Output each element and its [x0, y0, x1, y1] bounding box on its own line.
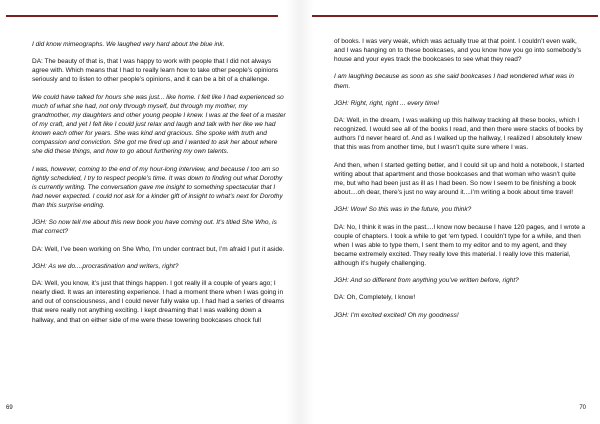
page-number: 69	[6, 405, 13, 411]
paragraph: And then, when I started getting better, and I could sit up and hold a notebook, I started writing about that apartment and those bookcases and that woman who wasn’t quite me, but who had been just as ill as I had been. So now I seem to be finishing a book about....oh dear, there’s just no way around it....I’m writing a book about time travel!	[334, 161, 585, 196]
paragraph: JGH: And so different from anything you’ve written before, right?	[334, 277, 519, 285]
paragraph: I did know mimeographs. We laughed very hard about the blue ink.	[32, 41, 225, 48]
paragraph: We could have talked for hours she was just... like home. I felt like I had experienced so much of what she had, not only through myself, but through my mother, my grandmother, my daughters and other young people I knew. I was at the feet of a master of my craft, and yet I felt like I could just relax and laugh and talk with her like we had known each other for years. She was kind and gracious. She spoke with truth and compassion and conviction. She got me fired up and I wanted to ask her about where she did these things, and how to go about furthering my own talents.	[32, 93, 286, 156]
paragraph: DA: No, I think it was in the past....I know now because I have 120 pages, and I wrote a couple of chapters. I took a while to get ‘em typed. I couldn’t type for a while, and then when I was able to type them, I sent them to my editor and to my agent, and they became extremely excited. They really love this material. I really love this material, although it’s hugely challenging.	[334, 223, 586, 267]
paragraph: DA: The beauty of that is, that I was happy to work with people that I did not always agree with. Which means that I had to really learn how to take other people’s opinions seriously and to listen to other people’s opinions, and it can be a bit of a challenge.	[32, 58, 279, 84]
right-page-text	[334, 37, 586, 328]
paragraph: JGH: As we do....procrastination and writers, right?	[32, 262, 179, 270]
paragraph: JGH: So now tell me about this new book you have coming out. It’s titled She Who, is that correct?	[32, 219, 277, 236]
header-rule	[6, 15, 278, 17]
paragraph: JGH: Right, right, right ... every time!	[334, 99, 440, 107]
paragraph: I am laughing because as soon as she said bookcases I had wondered what was in them.	[334, 73, 574, 90]
paragraph: of books. I was very weak, which was actually true at that point. I couldn’t even walk, and I was hanging on to these bookcases, and you know how you go into somebody’s house and your eyes track the bookcases to see what they read?	[334, 38, 582, 64]
paragraph: DA: Well, I’ve been working on She Who, I’m under contract but, I’m afraid I put it aside.	[32, 245, 285, 253]
page-number: 70	[579, 405, 586, 411]
paragraph: JGH: I’m excited excited! Oh my goodness!	[334, 311, 459, 319]
paragraph: DA: Well, you know, it’s just that things happen. I got really ill a couple of years ago; I nearly died. It was an interesting experience. I had a moment there when I was going in and out of consciousness, and I could never fully wake up. I had had a series of dreams that were really not anything exciting. I kept dreaming that I was walking down a hallway, and that on either side of me were these towering bookcases chock full	[32, 280, 285, 324]
right-page	[300, 0, 600, 424]
header-rule	[312, 15, 598, 17]
left-page-text	[32, 40, 286, 333]
paragraph: DA: Well, in the dream, I was walking up this hallway tracking all these books, which I recognized. I would see all of the books I read, and then there were stacks of books by authors I’d never heard of. And as I walked up the hallway, I realized I absolutely knew that this was from another time, but I wasn’t quite sure where I was.	[334, 117, 583, 152]
paragraph: I was, however, coming to the end of my hour-long interview, and because I too am so tightly scheduled, I try to respect people’s time. It was down to finding out what Dorothy is currently writing. The conversation gave me insight to something spectacular that I had never expected. I could not ask for a kinder gift of insight to what’s next for Dorothy than this surprise ending.	[32, 165, 283, 209]
paragraph: DA: Oh, Completely, I know!	[334, 294, 416, 302]
paragraph: JGH: Wow! So this was in the future, you think?	[334, 206, 472, 214]
